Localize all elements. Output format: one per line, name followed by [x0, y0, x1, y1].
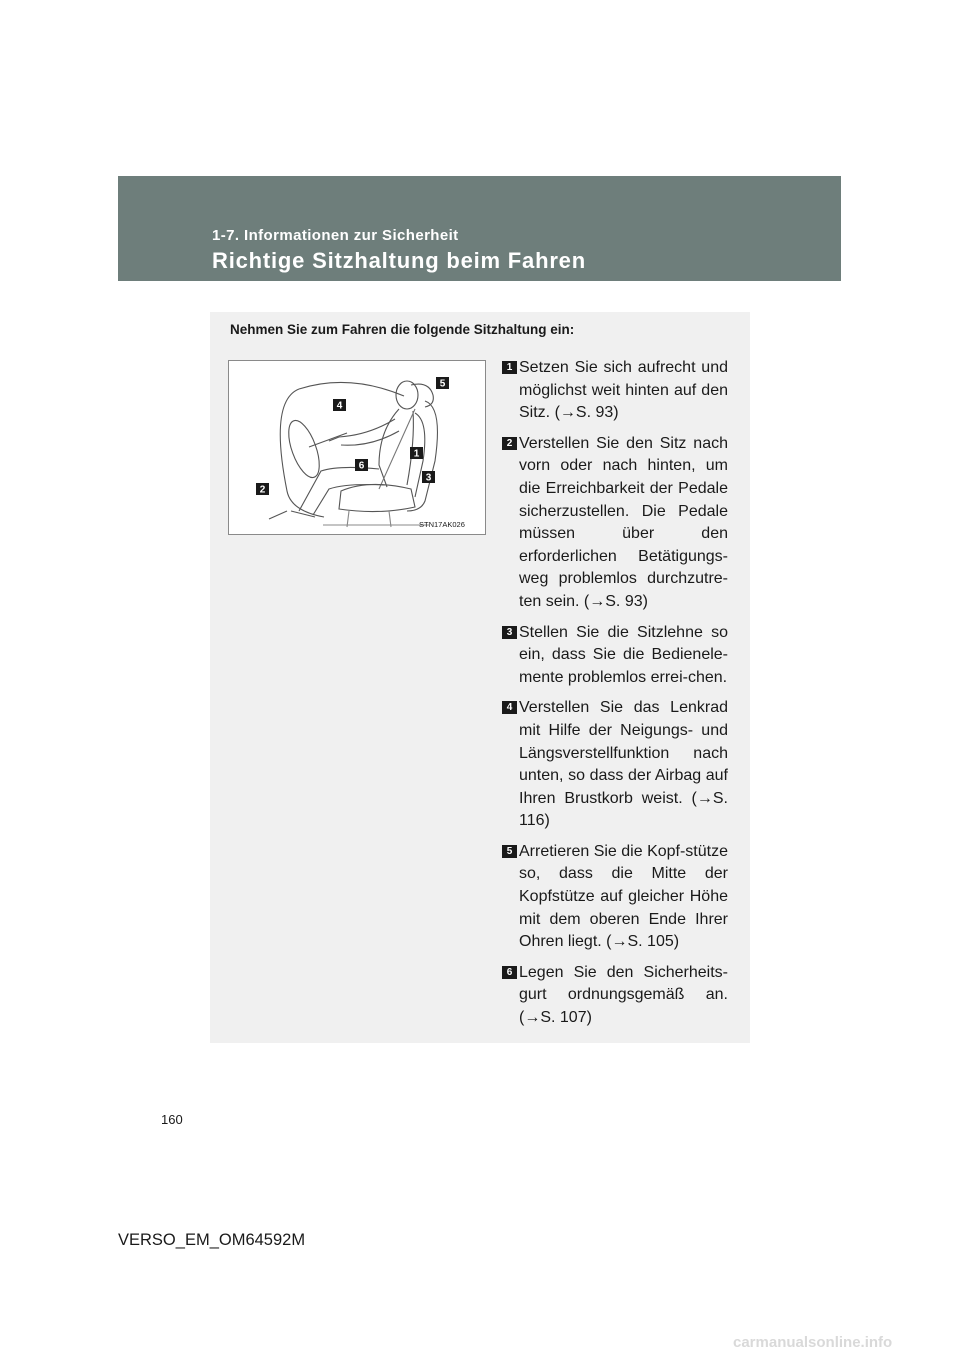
- step-item: [502, 433, 728, 614]
- page-number: 160: [161, 1112, 183, 1127]
- step-text: Arretieren Sie die Kopf-stütze so, dass die Mitte der Kopfstütze auf gleicher Höhe mit dem oberen Ende Ihrer Ohren liegt. (→S. 105): [519, 842, 728, 951]
- content-panel: [210, 312, 750, 1043]
- figure-code: STN17AK026: [419, 520, 465, 529]
- step-list: [502, 357, 728, 1038]
- section-label: 1-7. Informationen zur Sicherheit: [212, 227, 459, 244]
- step-text: Legen Sie den Sicherheits-gurt ordnungsgemäß an. (→S. 107): [519, 963, 728, 1027]
- step-item: [502, 357, 728, 425]
- step-number-badge: 4: [502, 701, 517, 714]
- page-title: Richtige Sitzhaltung beim Fahren: [212, 248, 586, 273]
- callout-1: 1: [413, 448, 420, 460]
- callout-5: 5: [439, 378, 446, 390]
- step-item: [502, 962, 728, 1030]
- step-number-badge: 1: [502, 361, 517, 374]
- step-number-badge: 5: [502, 845, 517, 858]
- step-text: Verstellen Sie den Sitz nach vorn oder nach hinten, um die Erreichbarkeit der Pedale sicherzustellen. Die Pedale müssen über den erforderlichen Betätigungs-weg problemlos durchzutre-ten sein. (→S. 93): [519, 434, 728, 610]
- step-item: [502, 841, 728, 954]
- step-number-badge: 3: [502, 626, 517, 639]
- step-text: Stellen Sie die Sitzlehne so ein, dass Sie die Bedienele-mente problemlos errei-chen.: [519, 623, 728, 686]
- document-id: VERSO_EM_OM64592M: [118, 1231, 306, 1249]
- callout-6: 6: [358, 460, 365, 472]
- step-text: Verstellen Sie das Lenkrad mit Hilfe der Neigungs- und Längsverstellfunktion nach unten, so dass der Airbag auf Ihren Brustkorb weist. (→S. 116): [519, 699, 728, 830]
- watermark: carmanualsonline.info: [733, 1334, 893, 1351]
- driver-illustration: [229, 361, 485, 534]
- seating-posture-figure: [228, 360, 486, 535]
- step-item: [502, 622, 728, 690]
- callout-4: 4: [336, 400, 343, 412]
- callout-2: 2: [259, 484, 266, 496]
- intro-text: Nehmen Sie zum Fahren die folgende Sitzhaltung ein:: [230, 322, 575, 337]
- step-number-badge: 6: [502, 966, 517, 979]
- callout-3: 3: [425, 472, 432, 484]
- step-number-badge: 2: [502, 437, 517, 450]
- step-text: Setzen Sie sich aufrecht und möglichst weit hinten auf den Sitz. (→S. 93): [519, 359, 728, 422]
- page-header: [118, 176, 841, 281]
- step-item: [502, 697, 728, 833]
